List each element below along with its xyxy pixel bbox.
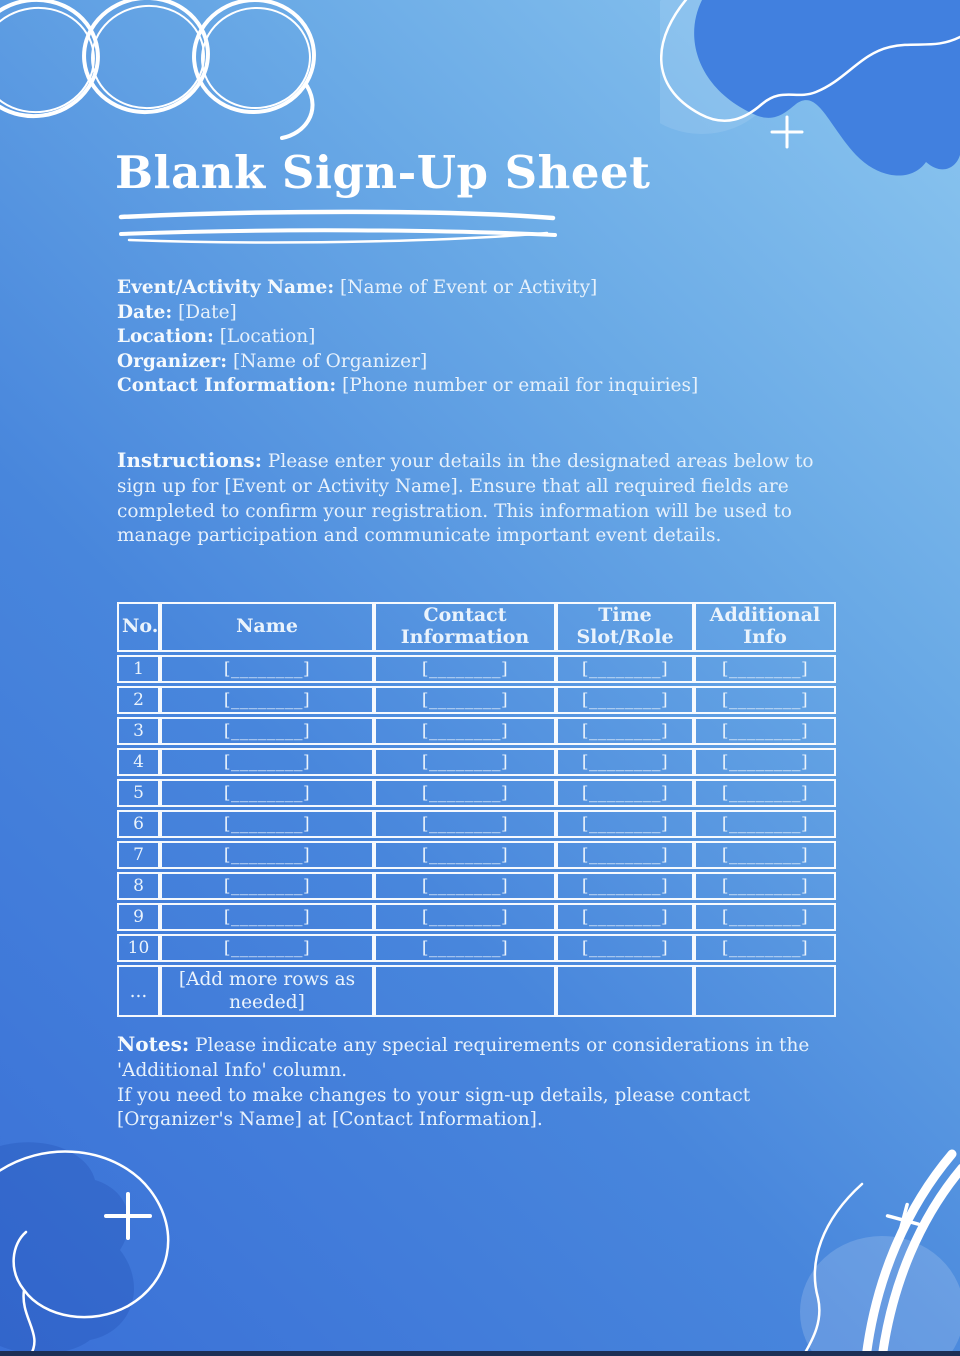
entry-placeholder-cell: [________]: [374, 779, 556, 807]
table-row: [117, 748, 836, 776]
table-row: [117, 841, 836, 869]
wavy-line-top-right: [661, 0, 960, 121]
event-details: [117, 276, 698, 399]
detail-label: Location:: [117, 326, 214, 348]
notes-line-2: If you need to make changes to your sign-up details, please contact [Organizer's Name] at [Contact Information].: [117, 1084, 751, 1131]
entry-placeholder-cell: [________]: [556, 686, 694, 714]
plus-icon-top-right: [772, 117, 802, 147]
entry-placeholder-cell: [________]: [556, 810, 694, 838]
row-number-cell: 10: [117, 934, 160, 962]
col-header-additional: Additional Info: [694, 602, 836, 652]
entry-placeholder-cell: [________]: [694, 903, 836, 931]
entry-placeholder-cell: [________]: [374, 717, 556, 745]
entry-placeholder-cell: [________]: [160, 686, 374, 714]
entry-placeholder-cell: [________]: [694, 810, 836, 838]
row-number-cell: 2: [117, 686, 160, 714]
detail-value: [Phone number or email for inquiries]: [342, 375, 699, 397]
blob-shape-top-right: [660, 0, 960, 235]
notes-text: [117, 1032, 825, 1133]
entry-placeholder-cell: [________]: [374, 686, 556, 714]
row-number-cell: ...: [117, 965, 160, 1017]
entry-placeholder-cell: [________]: [556, 779, 694, 807]
table-row: [117, 686, 836, 714]
instructions-label: Instructions:: [117, 448, 263, 472]
entry-placeholder-cell: [________]: [374, 748, 556, 776]
spiral-doodle-icon: [0, 0, 350, 156]
row-number-cell: 5: [117, 779, 160, 807]
entry-placeholder-cell: [________]: [160, 779, 374, 807]
entry-placeholder-cell: [________]: [556, 717, 694, 745]
col-header-contact: Contact Information: [374, 602, 556, 652]
empty-cell: [694, 965, 836, 1017]
instructions-body: Please enter your details in the designated areas below to sign up for [Event or Activity Name]. Ensure that all required fields are completed to confirm your registration. This information will be used to manage participation and communicate important event details.: [117, 451, 814, 547]
table-row: [117, 779, 836, 807]
table-row: [117, 810, 836, 838]
row-number-cell: 3: [117, 717, 160, 745]
col-header-name: Name: [160, 602, 374, 652]
notes-line-1: [117, 1032, 825, 1084]
entry-placeholder-cell: [________]: [160, 872, 374, 900]
row-number-cell: 9: [117, 903, 160, 931]
title-underline-doodle: [117, 206, 561, 248]
entry-placeholder-cell: [________]: [694, 779, 836, 807]
entry-placeholder-cell: [________]: [694, 872, 836, 900]
table-row: [117, 655, 836, 683]
table-row: [117, 903, 836, 931]
arc-lines-bottom-right: [866, 1154, 960, 1356]
notes-label: Notes:: [117, 1032, 190, 1056]
entry-placeholder-cell: [________]: [160, 903, 374, 931]
entry-placeholder-cell: [________]: [694, 841, 836, 869]
entry-placeholder-cell: [________]: [556, 841, 694, 869]
entry-placeholder-cell: [________]: [374, 810, 556, 838]
detail-line-organizer: [117, 350, 698, 375]
detail-label: Contact Information:: [117, 375, 337, 397]
entry-placeholder-cell: [________]: [374, 872, 556, 900]
detail-value: [Location]: [219, 326, 316, 348]
entry-placeholder-cell: [________]: [556, 655, 694, 683]
entry-placeholder-cell: [________]: [694, 686, 836, 714]
entry-placeholder-cell: [________]: [374, 934, 556, 962]
entry-placeholder-cell: [________]: [556, 934, 694, 962]
entry-placeholder-cell: [________]: [556, 748, 694, 776]
instructions-text: [117, 448, 823, 549]
col-header-no: No.: [117, 602, 160, 652]
entry-placeholder-cell: [________]: [160, 934, 374, 962]
detail-label: Organizer:: [117, 350, 228, 372]
table-row: [117, 934, 836, 962]
plus-icon-bottom-left: [106, 1194, 150, 1238]
detail-label: Event/Activity Name:: [117, 277, 335, 298]
entry-placeholder-cell: [________]: [556, 872, 694, 900]
row-number-cell: 8: [117, 872, 160, 900]
detail-line-date: [117, 301, 698, 326]
entry-placeholder-cell: [________]: [374, 841, 556, 869]
footer-strip: [0, 1351, 960, 1356]
notes-body-1: Please indicate any special requirements or considerations in the 'Additional Info' column.: [117, 1035, 810, 1081]
entry-placeholder-cell: [________]: [160, 841, 374, 869]
empty-cell: [556, 965, 694, 1017]
page-title: Blank Sign-Up Sheet: [115, 146, 651, 199]
entry-placeholder-cell: [________]: [374, 655, 556, 683]
detail-label: Date:: [117, 301, 173, 323]
row-number-cell: 6: [117, 810, 160, 838]
entry-placeholder-cell: [________]: [694, 717, 836, 745]
detail-value: [Date]: [178, 301, 237, 323]
table-header-row: [117, 602, 836, 652]
empty-cell: [374, 965, 556, 1017]
row-number-cell: 4: [117, 748, 160, 776]
entry-placeholder-cell: [________]: [160, 655, 374, 683]
wavy-line-bottom-right: [802, 1184, 862, 1356]
detail-value: [Name of Organizer]: [233, 350, 428, 372]
entry-placeholder-cell: [________]: [374, 903, 556, 931]
table-row: [117, 872, 836, 900]
entry-placeholder-cell: [________]: [160, 810, 374, 838]
col-header-timeslot: Time Slot/Role: [556, 602, 694, 652]
detail-value: [Name of Event or Activity]: [340, 277, 598, 298]
row-number-cell: 7: [117, 841, 160, 869]
entry-placeholder-cell: [________]: [160, 717, 374, 745]
plus-icon-bottom-right: [883, 1200, 922, 1239]
table-row-more: [117, 965, 836, 1017]
blob-shape-bottom-left: [0, 1124, 340, 1356]
detail-line-event: [117, 276, 698, 301]
more-rows-note-cell: [Add more rows as needed]: [160, 965, 374, 1017]
entry-placeholder-cell: [________]: [556, 903, 694, 931]
entry-placeholder-cell: [________]: [694, 934, 836, 962]
blob-shape-bottom-right: [760, 1124, 960, 1356]
row-number-cell: 1: [117, 655, 160, 683]
table-row: [117, 717, 836, 745]
entry-placeholder-cell: [________]: [694, 748, 836, 776]
signup-table: [117, 599, 836, 1020]
circle-doodle-bottom-left: [0, 1151, 168, 1317]
detail-line-contact: [117, 374, 698, 399]
detail-line-location: [117, 325, 698, 350]
entry-placeholder-cell: [________]: [694, 655, 836, 683]
entry-placeholder-cell: [________]: [160, 748, 374, 776]
